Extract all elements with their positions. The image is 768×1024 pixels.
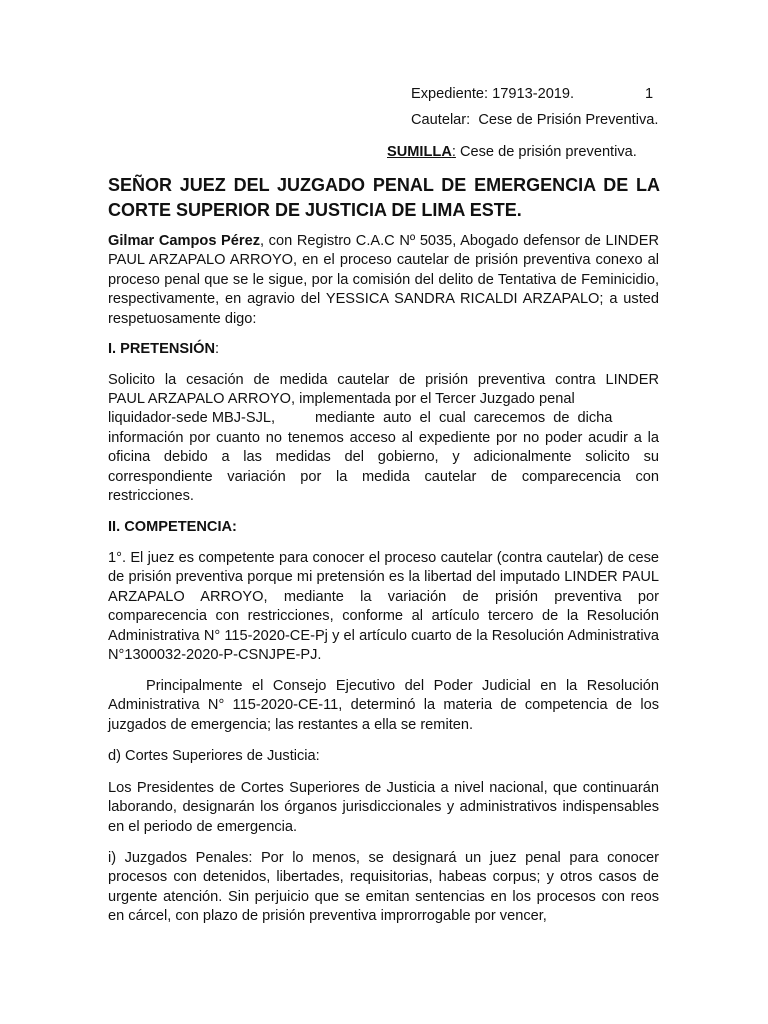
competencia-paragraph-3: d) Cortes Superiores de Justicia: xyxy=(108,748,320,764)
competencia-paragraph-1: 1°. El juez es competente para conocer el proceso cautelar (contra cautelar) de cese de prisión preventiva porque mi pretensión es la libertad del imputado LINDER PAUL ARZAPALO ARROYO, mediante la variación de prisión preventiva por comparecencia con restricciones, conforme al artículo tercero de la Resolución Administrativa N° 115-2020-CE-Pj y el artículo cuarto de la Resolución Administrativa N°1300032-2020-P-CSNJPE-PJ. xyxy=(108,550,659,664)
competencia-paragraph-5: i) Juzgados Penales: Por lo menos, se designará un juez penal para conocer procesos con detenidos, libertades, requisitorias, habeas corpus; y otros casos de urgente atención. Sin perjuicio que se emitan sentencias en los procesos con reos en cárcel, con plazo de prisión preventiva improrrogable por vencer, xyxy=(108,850,659,925)
pretension-heading-colon: : xyxy=(215,341,220,357)
competencia-paragraph-2: Principalmente el Consejo Ejecutivo del Poder Judicial en la Resolución Administrativa N° 115-2020-CE-11, determinó la materia de competencia de los juzgados de emergencia; las restantes a ella se remiten. xyxy=(108,678,659,733)
section-heading-pretension xyxy=(108,340,219,359)
pretension-line-3a: liquidador-sede MBJ-SJL, xyxy=(108,410,276,426)
expediente-number: Expediente: 17913-2019. xyxy=(411,86,575,102)
pretension-line-3b: mediante auto el cual carecemos de dicha xyxy=(315,410,613,426)
cautelar-line xyxy=(411,111,658,130)
document-title: SEÑOR JUEZ DEL JUZGADO PENAL DE EMERGENCIA DE LA CORTE SUPERIOR DE JUSTICIA DE LIMA ESTE. xyxy=(108,175,660,220)
intro-text: , con Registro C.A.C Nº 5035, Abogado defensor de LINDER PAUL ARZAPALO ARROYO, en el proceso cautelar de prisión preventiva conexo al proceso penal que se le sigue, por la comisión del delito de Tentativa de Feminicidio, respectivamente, en agravio del YESSICA SANDRA RICALDI ARZAPALO; a usted respetuosamente digo: xyxy=(108,233,659,327)
page-number: 1 xyxy=(645,86,654,102)
pretension-line-2: PAUL ARZAPALO ARROYO, implementada por el Tercer Juzgado penal xyxy=(108,391,575,407)
sumilla-colon: : xyxy=(451,144,456,160)
competencia-paragraph-4: Los Presidentes de Cortes Superiores de Justicia a nivel nacional, que continuarán laborando, designarán los órganos jurisdiccionales y administrativos indispensables en el periodo de emergencia. xyxy=(108,780,659,835)
pretension-line-1: Solicito la cesación de medida cautelar de prisión preventiva contra LINDER xyxy=(108,372,659,388)
sumilla-line xyxy=(387,143,637,162)
cautelar-label: Cautelar: xyxy=(411,112,471,128)
lawyer-name: Gilmar Campos Pérez xyxy=(108,233,260,249)
sumilla-label: SUMILLA xyxy=(387,144,452,160)
cautelar-value: Cese de Prisión Preventiva. xyxy=(478,112,659,128)
section-heading-competencia: II. COMPETENCIA: xyxy=(108,519,237,535)
pretension-heading-text: I. PRETENSIÓN xyxy=(108,341,216,357)
sumilla-value: Cese de prisión preventiva. xyxy=(455,144,637,160)
intro-paragraph xyxy=(108,232,659,329)
pretension-rest: información por cuanto no tenemos acceso al expediente por no poder acudir a la oficina debido a las medidas del gobierno, y adicionalmente solicito su correspondiente variación por la medida cautelar de comparecencia con restricciones. xyxy=(108,430,659,505)
